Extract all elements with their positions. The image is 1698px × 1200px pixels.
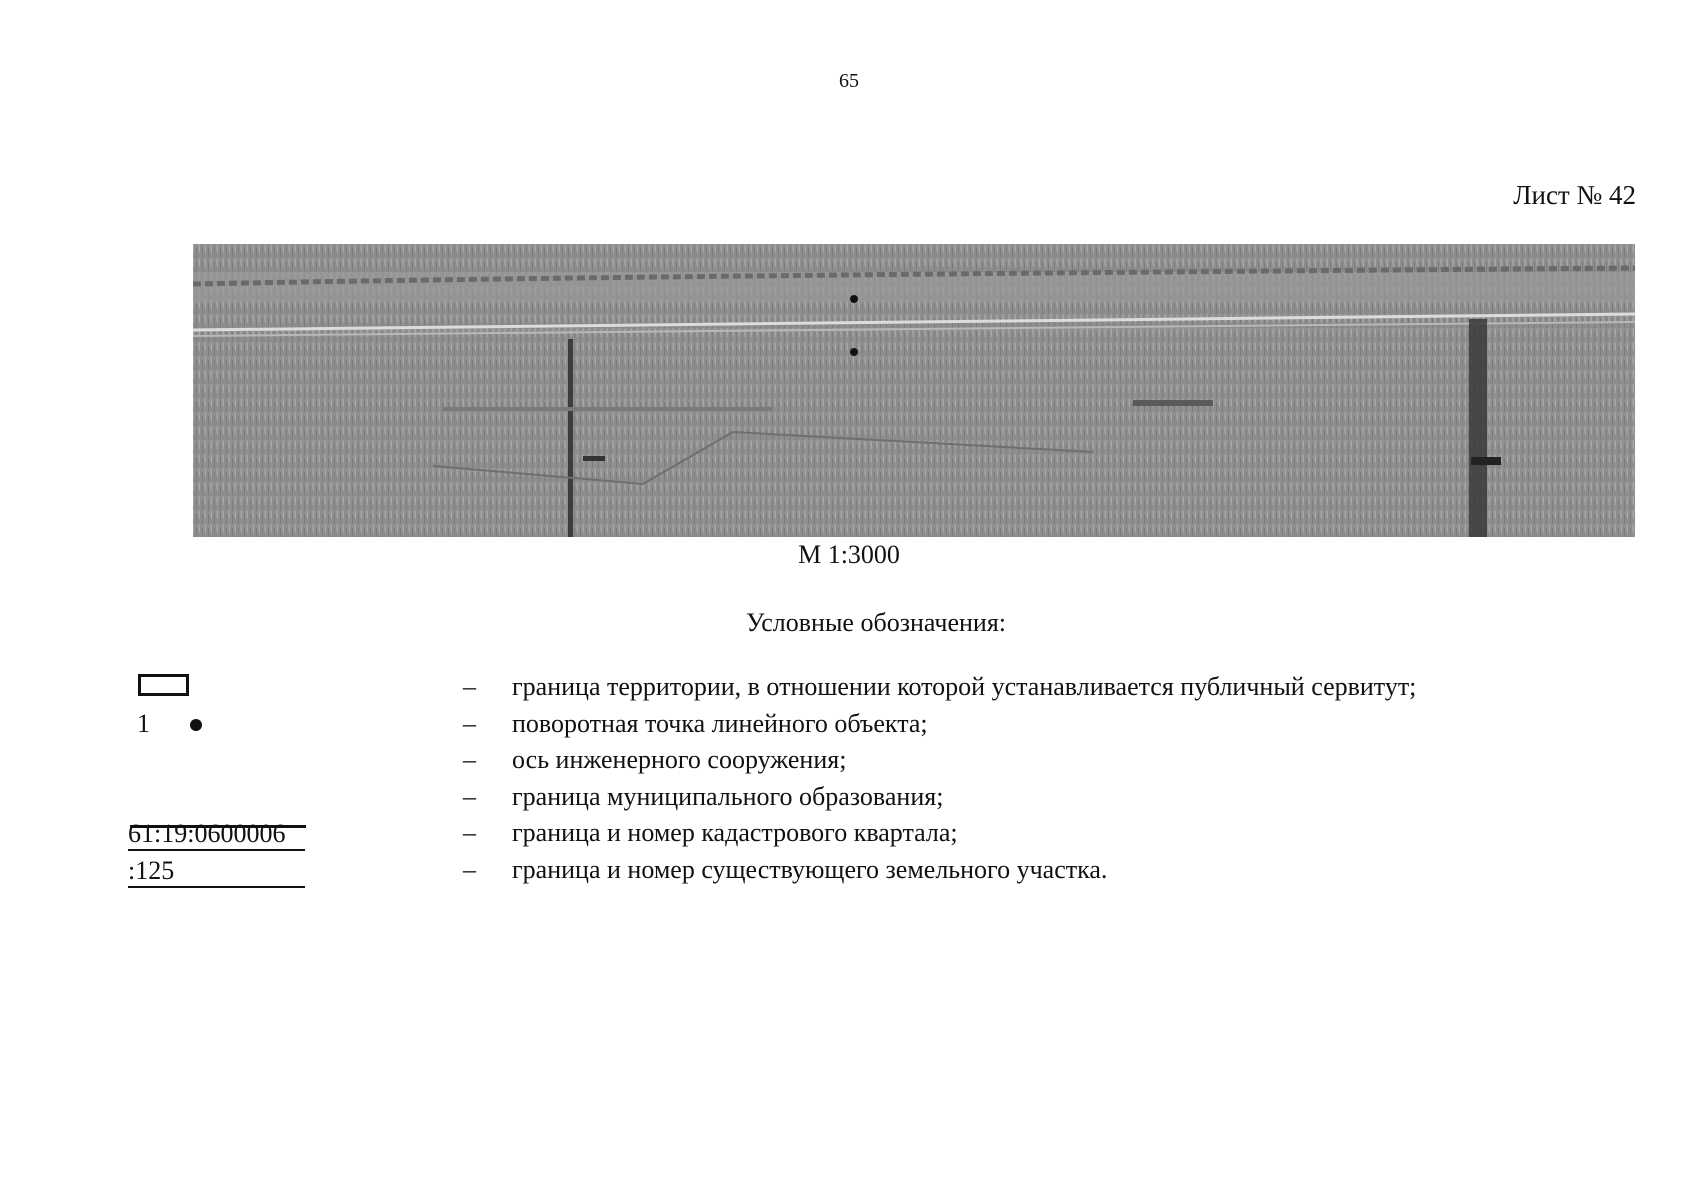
land-plot-number: :125 [128,855,305,888]
legend-description: граница муниципального образования; [512,781,944,811]
legend-row [0,743,1698,780]
legend-description: граница территории, в отношении которой устанавливается публичный сервитут; [512,672,1417,701]
legend-symbol [128,670,308,706]
legend-row [0,780,1698,817]
label-smudge-2 [1133,400,1213,406]
legend-row [0,853,1698,890]
sheet-label: Лист № 42 [1513,180,1636,210]
label-smudge [443,407,773,411]
legend-description: ось инженерного сооружения; [512,745,847,774]
map-scale-label: М 1:3000 [798,540,900,569]
legend-row [0,670,1698,707]
turning-point-icon [190,719,202,731]
boundary-mark-left [583,456,605,461]
legend-symbol [128,743,308,779]
legend-symbol [128,853,308,889]
legend-symbol [128,780,308,816]
legend-dash: – [463,745,476,774]
servitude-boundary-icon [138,674,189,696]
legend-dash: – [463,818,476,847]
legend-dash: – [463,781,476,811]
turning-point-marker [850,295,858,303]
legend-title: Условные обозначения: [745,608,1007,637]
page-number: 65 [839,70,859,92]
cadastral-quarter-number: 61:19:0600006 [128,818,305,851]
turning-point-marker [850,348,858,356]
legend-description: граница и номер существующего земельного участка. [512,854,1108,884]
legend-dash: – [463,854,476,884]
legend-description: граница и номер кадастрового квартала; [512,818,958,847]
legend [0,670,1698,889]
legend-description: поворотная точка линейного объекта; [512,708,928,738]
legend-symbol [128,816,308,852]
map-image [193,244,1635,537]
legend-row [0,707,1698,744]
legend-dash: – [463,672,476,701]
boundary-mark [1471,457,1501,465]
legend-row [0,816,1698,853]
boundary-vertical-left [568,339,573,537]
legend-dash: – [463,708,476,738]
boundary-vertical-right [1469,319,1487,537]
map-raster [193,244,1635,537]
legend-symbol [128,707,308,743]
point-number: 1 [137,708,150,738]
